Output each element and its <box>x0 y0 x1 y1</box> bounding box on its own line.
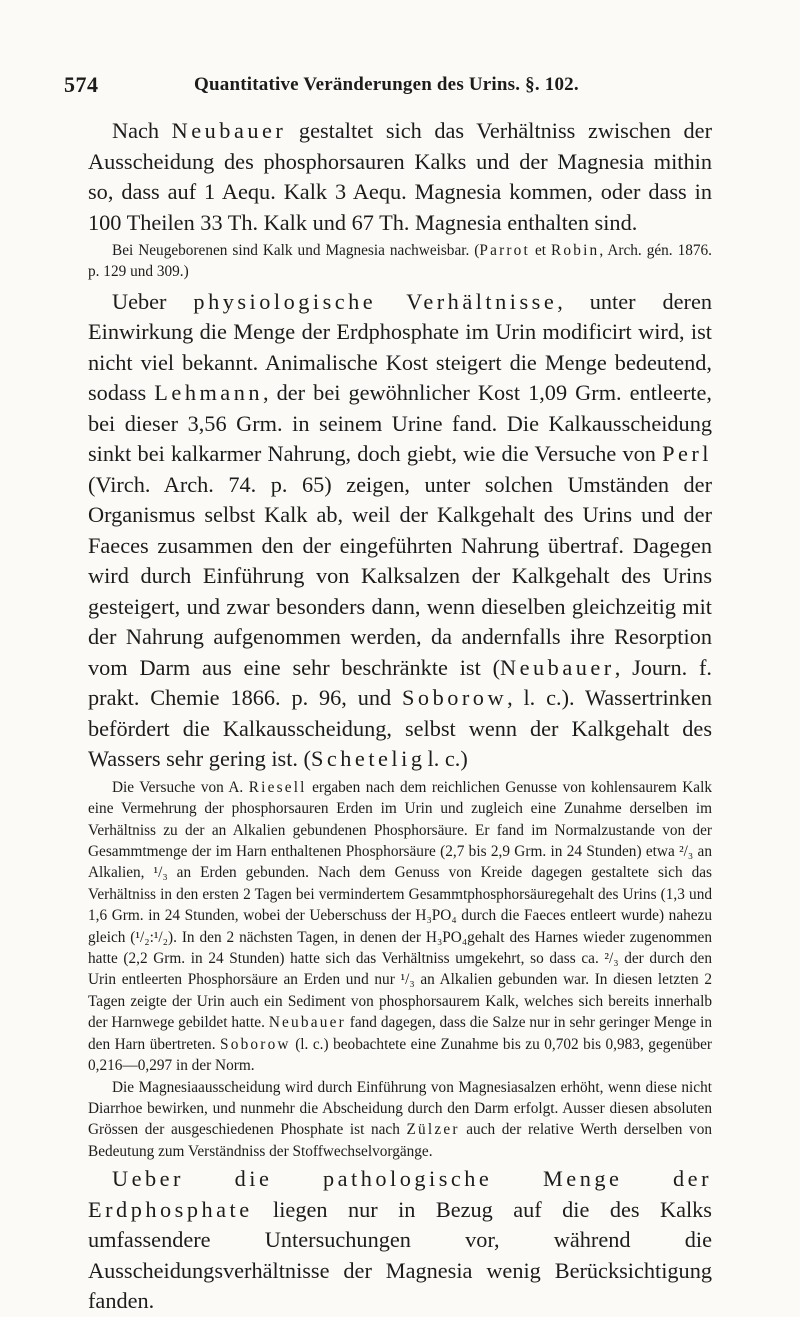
author-name: Neubauer <box>171 118 287 143</box>
running-title: Quantitative Veränderungen des Urins. §. 102. <box>194 74 579 95</box>
text: , l. c.). Wassertrinken befördert die Kalkausscheidung, selbst wenn der Kalkgehalt des Wassers sehr gering ist. ( <box>88 685 712 772</box>
paragraph-pathological <box>88 1164 712 1317</box>
text: Die Magnesiaausscheidung wird durch Einführung von Magnesiasalzen erhöht, wenn diese nicht Diarrhoe bewirken, und nunmehr die Abscheidung durch den Darm erfolgt. Ausser diesen absoluten Grössen der ausgeschiedenen Phosphate ist nach <box>88 1078 712 1139</box>
author-name: Robin <box>550 242 600 259</box>
spaced-term: physiologische Verhältnisse <box>193 288 558 314</box>
note-newborns <box>88 240 712 283</box>
spaced-heading: Ueber die pathologische Menge der Erdphosphate <box>88 1166 712 1222</box>
text: ergaben nach dem reichlichen Genusse von kohlensaurem Kalk eine Vermehrung der phosphorsauren Erden im Urin und zugleich eine Zunahme derselben im Verhältniss zu der an Alkalien gebundenen Phosphorsäure. Er fand im Normalzustande von der Gesammtmenge der im Harn enthaltenen Phosphorsäure (2,7 bis 2,9 Grm. in 24 Stunden) etwa ²/₃ an Alkalien, ¹/₃ an Erden gebunden. Nach dem Genuss von Kreide dagegen gestaltete sich das Verhältniss in den ersten 2 Tagen bei vermindertem Gesammtphosphorsäuregehalt des Urins (1,3 und 1,6 Grm. in 24 Stunden, wobei der Ueberschuss der H₃PO₄ durch die Faeces entleert wurde) nahezu gleich (¹/₂:¹/₂). In den 2 nächsten Tagen, in denen der H₃PO₄gehalt des Harnes wieder zugenommen hatte (2,2 Grm. in 24 Stunden) hatte sich das Verhältniss umgekehrt, so dass ca. ²/₃ der durch den Urin entleerten Phosphorsäure an Erden und nur ¹/₃ an Alkalien gebunden war. In diesen letzten 2 Tagen zeigte der Urin auch ein Sediment von phosphorsaurem Kalk, welches sich bereits innerhalb der Harnwege gebildet hatte. <box>88 778 712 1032</box>
text: Ueber <box>112 288 194 314</box>
page-body <box>88 116 712 1317</box>
text: gestaltet sich das Verhältniss zwischen der Ausscheidung des phosphorsauren Kalks und der Magnesia mithin so, dass auf 1 Aequ. Kalk 3 Aequ. Magnesia kommen, oder dass in 100 Theilen 33 Th. Kalk und 67 Th. Magnesia enthalten sind. <box>88 118 712 235</box>
author-name: Zülzer <box>406 1121 460 1139</box>
paragraph-neubauer-ratio <box>88 116 712 238</box>
author-name: Parrot <box>479 242 530 259</box>
text: Bei Neugeborenen sind Kalk und Magnesia nachweisbar. ( <box>112 242 480 259</box>
author-name: Scheteli <box>310 746 411 772</box>
author-name: Lehmann <box>154 380 263 406</box>
text: auch der relative Werth derselben von Bedeutung zum Verständniss der Stoffwechselvorgänge. <box>88 1121 712 1160</box>
text: (Virch. Arch. 74. p. 65) zeigen, unter solchen Umständen der Organismus selbst Kalk ab, weil der Kalkgehalt des Urins und der Faeces zusammen den der eingeführten Nahrung übertraf. Dagegen wird durch Einführung von Kalksalzen der Kalkgehalt des Urins gesteigert, und zwar besonders dann, wenn dieselben gleichzeitig mit der Nahrung aufgenommen werden, da andernfalls ihre Resorption vom Darm aus eine sehr beschränkte ist ( <box>88 471 712 680</box>
text: et <box>529 242 551 259</box>
text: , Journ. f. prakt. Chemie 1866. p. 96, und <box>88 654 713 711</box>
author-name: Riesell <box>248 778 307 796</box>
text: (l. c.) beobachtete eine Zunahme bis zu 0,702 bis 0,983, gegenüber 0,216—0,297 in der Norm. <box>88 1035 712 1075</box>
author-name: Soborow <box>402 685 508 711</box>
page-header <box>64 72 704 102</box>
paragraph-physiological <box>88 287 712 775</box>
text: fand dagegen, dass die Salze nur in sehr geringer Menge in den Harn übertreten. <box>88 1014 712 1053</box>
author-name: Soborow <box>220 1035 291 1053</box>
author-name: Perl <box>662 441 712 467</box>
author-name: Neubauer <box>268 1014 346 1032</box>
text: , Arch. gén. 1876. p. 129 und 309.) <box>88 242 712 281</box>
text: liegen nur in Bezug auf die des Kalks umfassendere Untersuchungen vor, während die Ausscheidungsverhältnisse der Magnesia wenig Berücksichtigung fanden. <box>88 1196 712 1314</box>
note-riesell <box>88 777 712 1077</box>
text: g l. c.) <box>410 746 468 772</box>
text: Die Versuche von A. <box>112 778 249 796</box>
page-number: 574 <box>64 72 99 97</box>
author-name: Neubauer <box>500 654 615 680</box>
text: , unter deren Einwirkung die Menge der Erdphosphate im Urin modificirt wird, ist nicht viel bekannt. Animalische Kost steigert die Menge bedeutend, sodass <box>88 288 713 406</box>
note-magnesia <box>88 1077 712 1163</box>
text: Nach <box>112 118 172 143</box>
text: , der bei gewöhnlicher Kost 1,09 Grm. entleerte, bei dieser 3,56 Grm. in seinem Urine fand. Die Kalkausscheidung sinkt bei kalkarmer Nahrung, doch giebt, wie die Versuche von <box>88 380 712 467</box>
